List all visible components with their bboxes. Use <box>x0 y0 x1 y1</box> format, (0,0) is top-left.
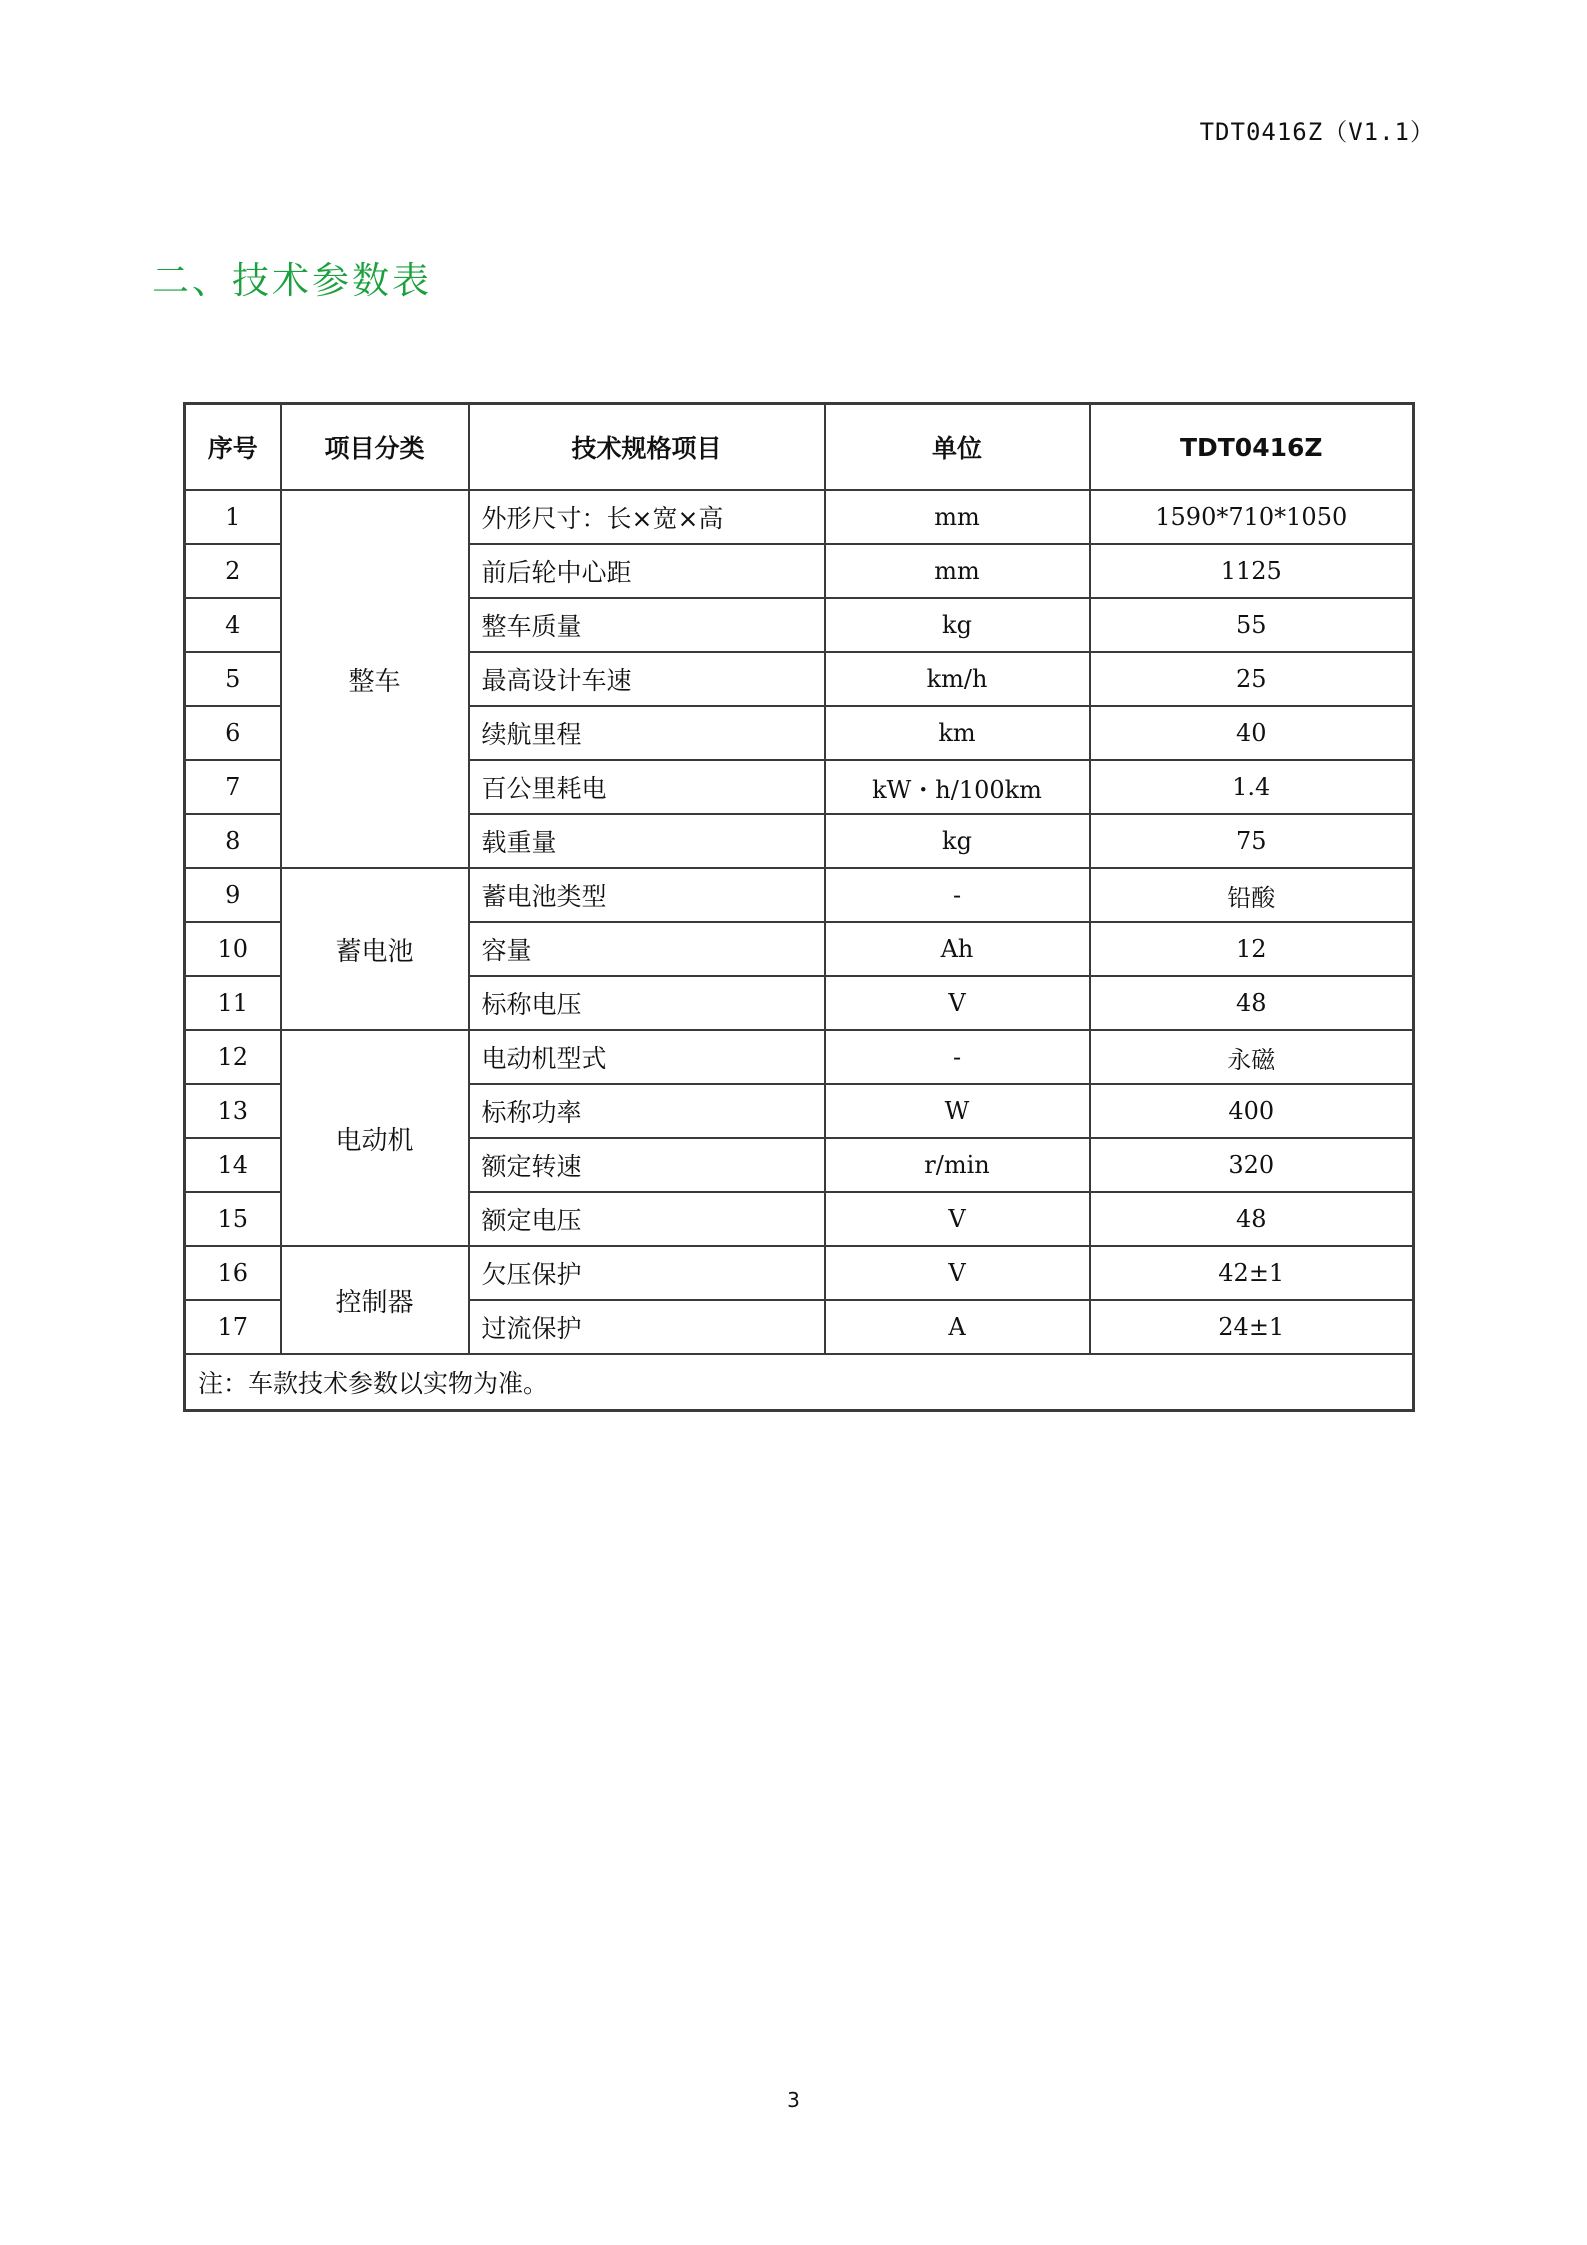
serial-no-cell: 17 <box>185 1300 281 1354</box>
value-cell: 24±1 <box>1090 1300 1414 1354</box>
unit-cell: r/min <box>825 1138 1090 1192</box>
unit-cell: kg <box>825 598 1090 652</box>
header-model: TDT0416Z <box>1090 404 1414 491</box>
serial-no-cell: 5 <box>185 652 281 706</box>
unit-cell: Ah <box>825 922 1090 976</box>
table-header-row <box>185 404 1414 491</box>
table-row <box>185 490 1414 544</box>
value-cell: 25 <box>1090 652 1414 706</box>
value-cell: 12 <box>1090 922 1414 976</box>
spec-item-cell: 蓄电池类型 <box>469 868 825 922</box>
unit-cell: kg <box>825 814 1090 868</box>
spec-item-cell: 标称电压 <box>469 976 825 1030</box>
value-cell: 42±1 <box>1090 1246 1414 1300</box>
unit-cell: mm <box>825 490 1090 544</box>
serial-no-cell: 6 <box>185 706 281 760</box>
serial-no-cell: 1 <box>185 490 281 544</box>
spec-item-cell: 过流保护 <box>469 1300 825 1354</box>
header-spec-item: 技术规格项目 <box>469 404 825 491</box>
unit-cell: W <box>825 1084 1090 1138</box>
serial-no-cell: 15 <box>185 1192 281 1246</box>
serial-no-cell: 14 <box>185 1138 281 1192</box>
category-cell: 蓄电池 <box>281 868 469 1030</box>
value-cell: 320 <box>1090 1138 1414 1192</box>
value-cell: 永磁 <box>1090 1030 1414 1084</box>
header-unit: 单位 <box>825 404 1090 491</box>
value-cell: 55 <box>1090 598 1414 652</box>
serial-no-cell: 13 <box>185 1084 281 1138</box>
spec-item-cell: 最高设计车速 <box>469 652 825 706</box>
note-cell: 注：车款技术参数以实物为准。 <box>185 1354 1414 1411</box>
unit-cell: - <box>825 1030 1090 1084</box>
category-cell: 电动机 <box>281 1030 469 1246</box>
value-cell: 400 <box>1090 1084 1414 1138</box>
section-title: 二、技术参数表 <box>152 259 432 302</box>
unit-cell: kW・h/100km <box>825 760 1090 814</box>
unit-cell: mm <box>825 544 1090 598</box>
value-cell: 75 <box>1090 814 1414 868</box>
unit-cell: km/h <box>825 652 1090 706</box>
serial-no-cell: 12 <box>185 1030 281 1084</box>
spec-item-cell: 续航里程 <box>469 706 825 760</box>
serial-no-cell: 2 <box>185 544 281 598</box>
table-row <box>185 1246 1414 1300</box>
value-cell: 40 <box>1090 706 1414 760</box>
serial-no-cell: 7 <box>185 760 281 814</box>
table-row <box>185 868 1414 922</box>
table-body <box>185 490 1414 1411</box>
spec-item-cell: 百公里耗电 <box>469 760 825 814</box>
unit-cell: A <box>825 1300 1090 1354</box>
spec-item-cell: 外形尺寸：长×宽×高 <box>469 490 825 544</box>
document-code: TDT0416Z（V1.1） <box>1199 118 1435 146</box>
category-cell: 控制器 <box>281 1246 469 1354</box>
value-cell: 1125 <box>1090 544 1414 598</box>
spec-item-cell: 载重量 <box>469 814 825 868</box>
spec-item-cell: 标称功率 <box>469 1084 825 1138</box>
page-number: 3 <box>787 2088 800 2112</box>
serial-no-cell: 11 <box>185 976 281 1030</box>
value-cell: 48 <box>1090 1192 1414 1246</box>
spec-item-cell: 容量 <box>469 922 825 976</box>
serial-no-cell: 9 <box>185 868 281 922</box>
spec-item-cell: 前后轮中心距 <box>469 544 825 598</box>
tech-spec-table <box>183 402 1415 1412</box>
unit-cell: V <box>825 1192 1090 1246</box>
unit-cell: km <box>825 706 1090 760</box>
spec-item-cell: 额定电压 <box>469 1192 825 1246</box>
spec-item-cell: 整车质量 <box>469 598 825 652</box>
unit-cell: V <box>825 1246 1090 1300</box>
serial-no-cell: 10 <box>185 922 281 976</box>
spec-item-cell: 电动机型式 <box>469 1030 825 1084</box>
serial-no-cell: 16 <box>185 1246 281 1300</box>
serial-no-cell: 4 <box>185 598 281 652</box>
note-row <box>185 1354 1414 1411</box>
spec-item-cell: 额定转速 <box>469 1138 825 1192</box>
unit-cell: - <box>825 868 1090 922</box>
value-cell: 1590*710*1050 <box>1090 490 1414 544</box>
category-cell: 整车 <box>281 490 469 868</box>
table-row <box>185 1030 1414 1084</box>
value-cell: 1.4 <box>1090 760 1414 814</box>
serial-no-cell: 8 <box>185 814 281 868</box>
header-serial-no: 序号 <box>185 404 281 491</box>
unit-cell: V <box>825 976 1090 1030</box>
value-cell: 48 <box>1090 976 1414 1030</box>
value-cell: 铅酸 <box>1090 868 1414 922</box>
spec-item-cell: 欠压保护 <box>469 1246 825 1300</box>
header-category: 项目分类 <box>281 404 469 491</box>
